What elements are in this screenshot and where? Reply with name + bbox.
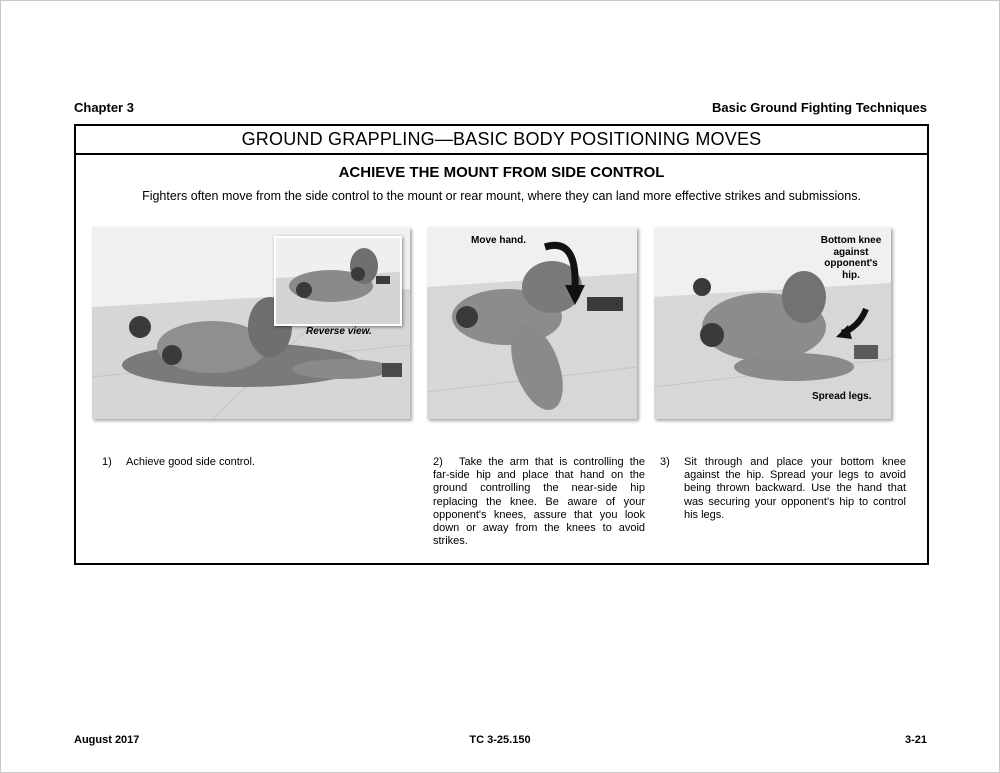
move-hand-caption: Move hand.	[471, 235, 527, 246]
step-3-text: Sit through and place your bottom knee against the hip. Spread your legs to avoid being thrown backward. Use the hand that was securing your opponent's hip to control his legs.	[684, 456, 906, 521]
footer-date: August 2017	[74, 734, 140, 746]
photo-side-control	[92, 227, 410, 419]
technique-title: ACHIEVE THE MOUNT FROM SIDE CONTROL	[338, 164, 665, 181]
photo-move-hand-illustration	[427, 227, 637, 419]
intro-text: Fighters often move from the side control to the mount or rear mount, where they can land more effective strikes and submissions.	[142, 189, 861, 203]
section-title: Basic Ground Fighting Techniques	[712, 100, 927, 115]
spread-legs-caption: Spread legs.	[812, 391, 872, 402]
content-box	[74, 124, 929, 565]
step-2-text: Take the arm that is controlling the far-side hip and place that hand on the ground controlling the near-side hip replacing the knee. Be aware of your opponent's knees, assure that you look down or away from the knees to avoid strikes.	[433, 456, 645, 548]
step-2-number: 2)	[433, 456, 443, 468]
bottom-knee-caption-line-3: opponent's	[824, 258, 878, 269]
step-1-text: Achieve good side control.	[126, 456, 256, 468]
step-3-number: 3)	[660, 456, 670, 468]
step-1-number: 1)	[102, 456, 112, 468]
bottom-knee-caption-line-4: hip.	[842, 269, 860, 281]
inset-illustration	[276, 238, 400, 324]
footer-doc-id: TC 3-25.150	[469, 734, 531, 746]
bottom-knee-caption-line-1: Bottom knee	[820, 235, 882, 246]
chapter-label: Chapter 3	[74, 100, 134, 115]
photo-move-hand	[427, 227, 637, 419]
reverse-view-caption: Reverse view.	[306, 326, 372, 337]
footer-page-number: 3-21	[904, 734, 927, 746]
photo-spread-legs	[654, 227, 891, 419]
bottom-knee-caption-line-2: against	[833, 246, 869, 258]
box-title: GROUND GRAPPLING—BASIC BODY POSITIONING MOVES	[76, 126, 927, 155]
photo-reverse-view-inset	[274, 236, 402, 326]
bottom-knee-caption	[814, 235, 888, 281]
